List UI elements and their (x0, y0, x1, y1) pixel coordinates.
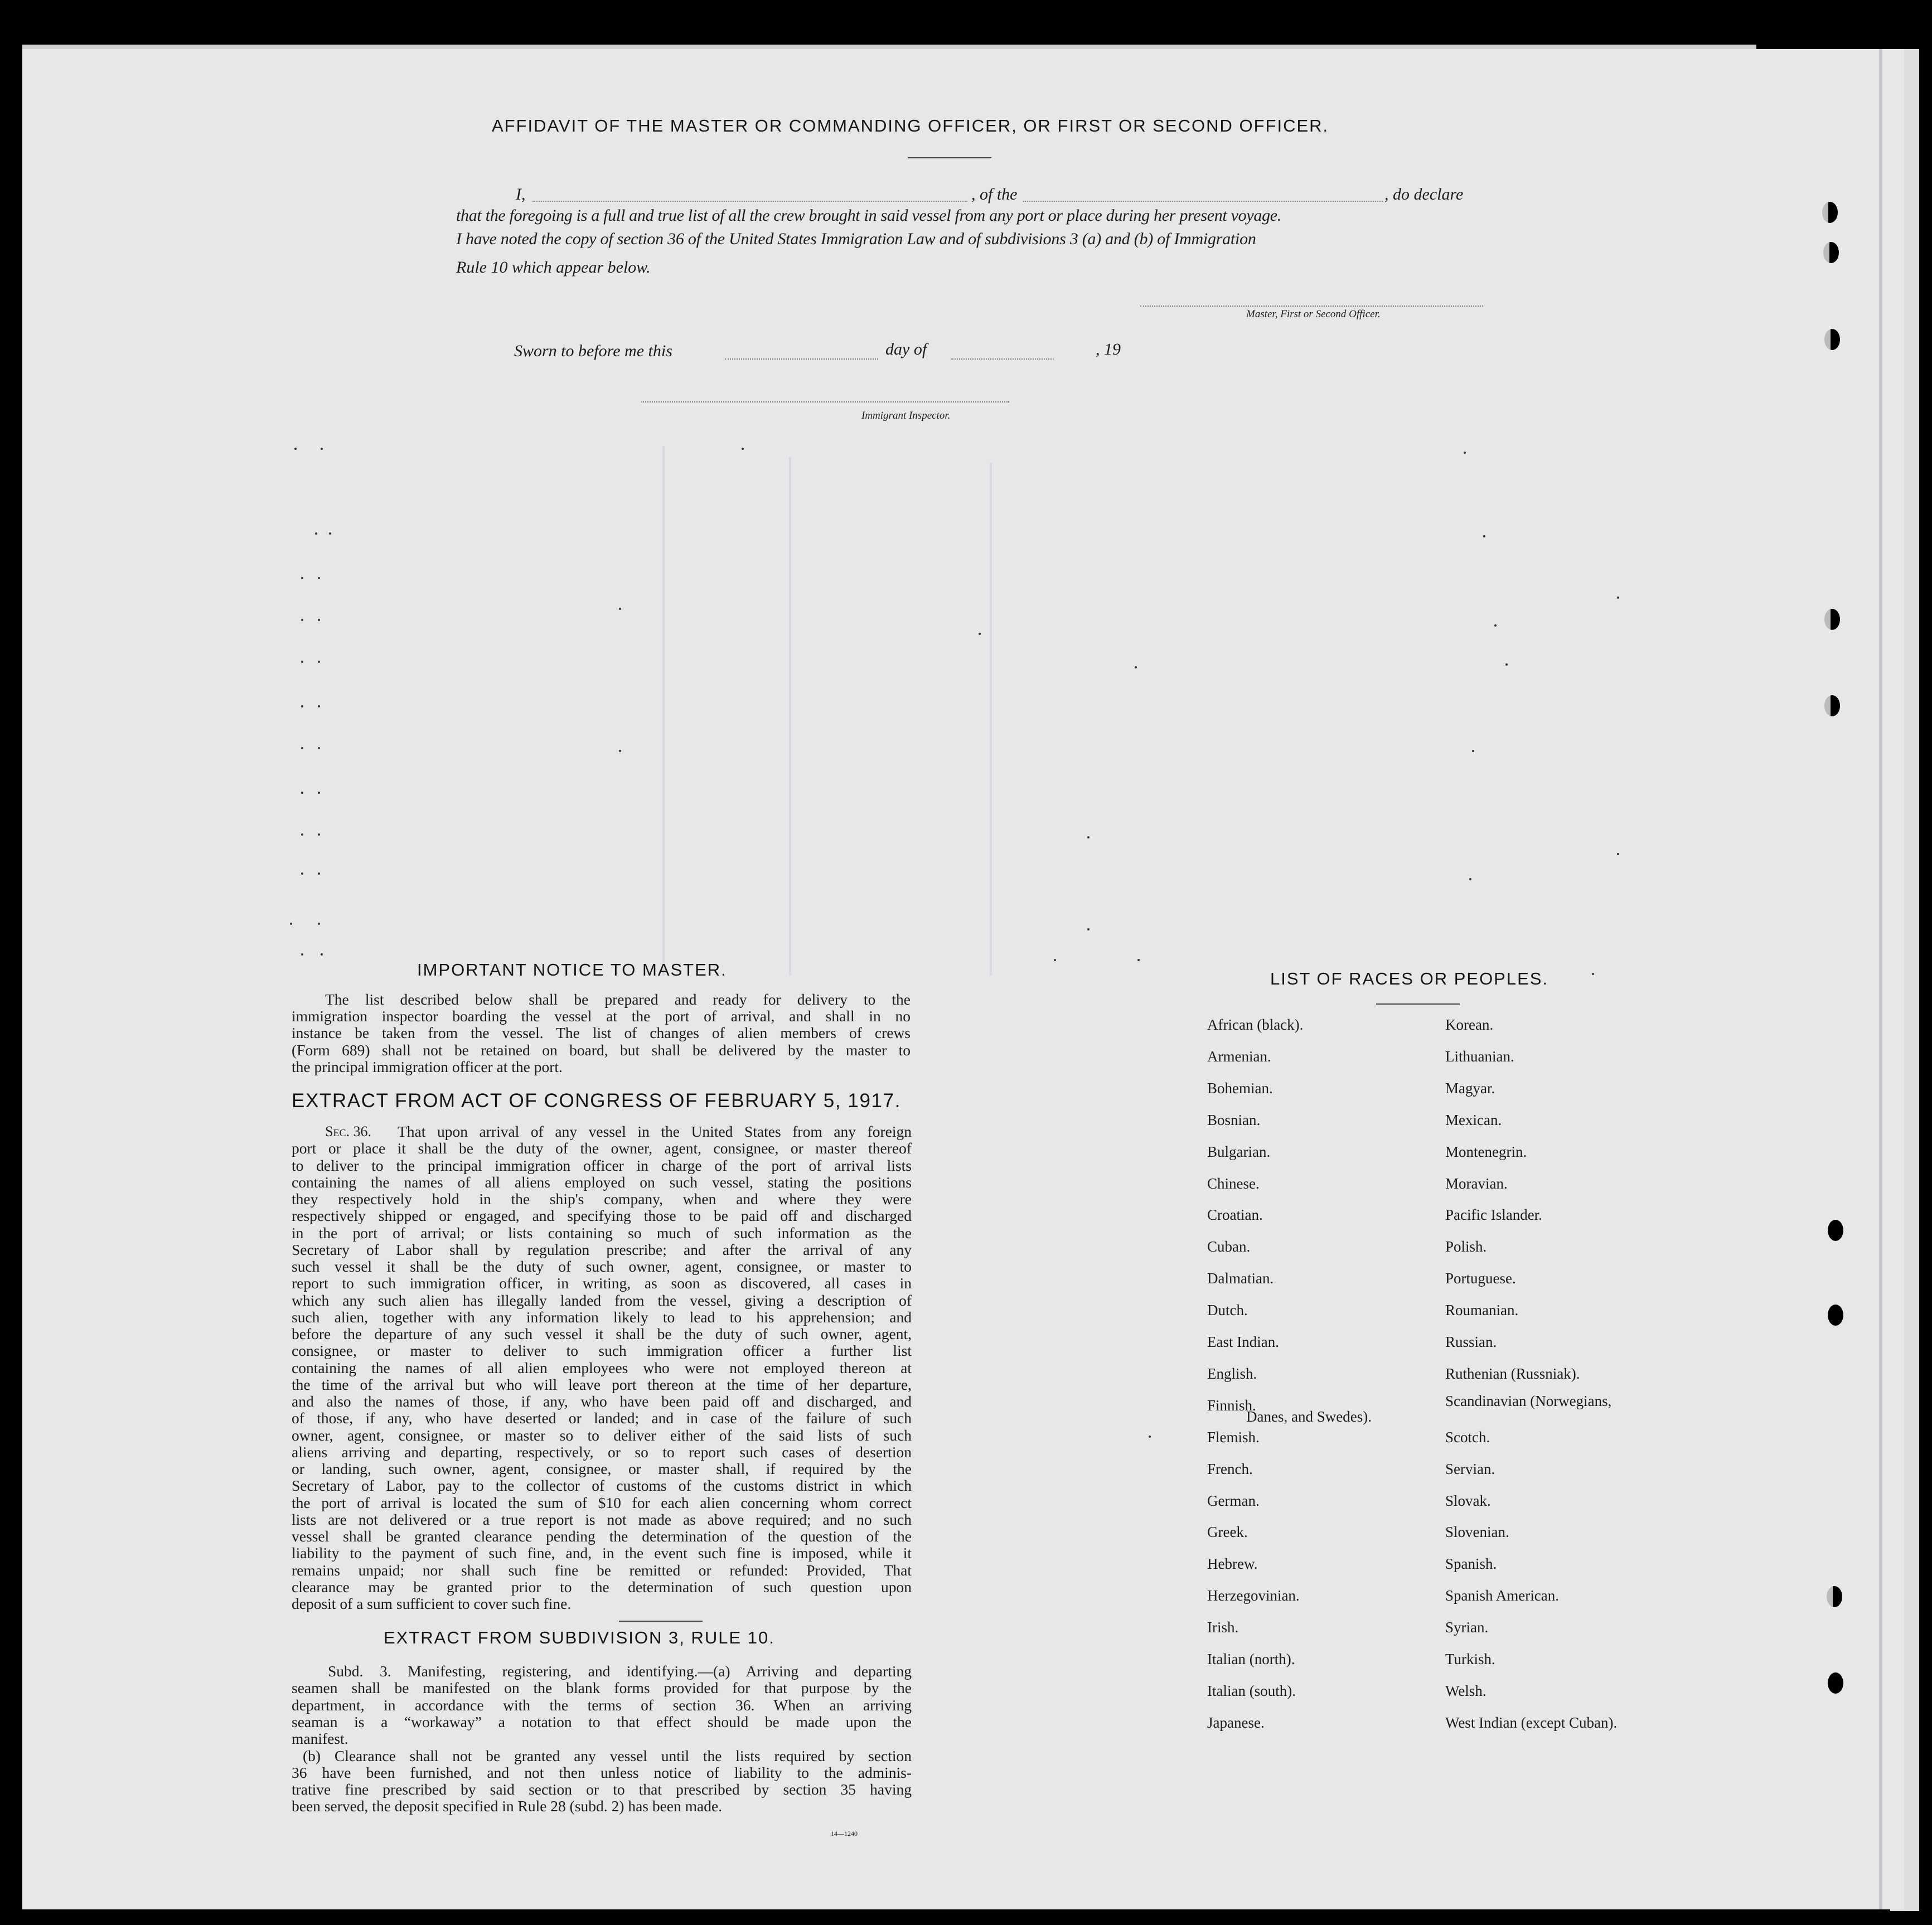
speck (1494, 624, 1497, 627)
act-section-label: Sec. 36. (325, 1123, 371, 1140)
speck (301, 619, 303, 621)
speck (318, 661, 320, 663)
speck (1483, 535, 1485, 537)
speck (318, 792, 320, 794)
races-title: LIST OF RACES OR PEOPLES. (1270, 969, 1549, 988)
act-lines-line: the port of arrival is located the sum of $10 for each alien concerning whom correct (292, 1494, 912, 1511)
affidavit-line-4: Rule 10 which appear below. (456, 258, 651, 277)
speck (318, 872, 320, 875)
officer-signature-line[interactable] (1140, 306, 1483, 307)
speck (1087, 928, 1090, 930)
race-item: Mexican. (1445, 1111, 1502, 1128)
speck (301, 833, 303, 836)
sworn-text-b: day of (885, 340, 927, 358)
speck (979, 633, 981, 635)
speck (1617, 597, 1619, 599)
race-item: Flemish. (1207, 1428, 1260, 1446)
race-item: Spanish American. (1445, 1587, 1559, 1604)
punch-hole-1 (1822, 202, 1838, 223)
rule-lines-line: Subd. 3. Manifesting, registering, and identifying.—(a) Arriving and departing (328, 1662, 912, 1680)
race-item: Bulgarian. (1207, 1143, 1271, 1160)
speck (1472, 750, 1474, 752)
notice-lines-line: instance be taken from the vessel. The list of changes of alien members of crews (292, 1024, 911, 1042)
race-item: Armenian. (1207, 1048, 1271, 1065)
act-lines-line: and also the names of those, if any, who have been paid off and discharged, and (292, 1393, 912, 1410)
race-item: Welsh. (1445, 1682, 1486, 1699)
race-item: Irish. (1207, 1619, 1239, 1636)
races-title-rule (1376, 1003, 1460, 1005)
race-item: French. (1207, 1460, 1253, 1477)
speck (315, 532, 317, 535)
form-number: 14—1240 (831, 1830, 858, 1837)
speck (301, 577, 303, 579)
race-item: Bohemian. (1207, 1079, 1273, 1097)
act-lines-line: report to such immigration officer, in writing, as soon as discovered, all cases in (292, 1274, 912, 1292)
act-lines-line: such vessel it shall be the duty of such owner, agent, consignee, or master to (292, 1258, 912, 1275)
act-lines-line: lists are not delivered or a true report is not made as above required; and no such (292, 1510, 912, 1528)
race-item: Danes, and Swedes). (1246, 1408, 1372, 1425)
speck (329, 532, 331, 535)
race-item: Slovenian. (1445, 1524, 1509, 1541)
speck (1469, 878, 1471, 880)
act-title: EXTRACT FROM ACT OF CONGRESS OF FEBRUARY 5, 1917. (292, 1090, 901, 1112)
rule-lines-line: been served, the deposit specified in Rule 28 (subd. 2) has been made. (292, 1797, 723, 1815)
inspector-signature-line[interactable] (641, 401, 1009, 403)
affidavit-line-2: that the foregoing is a full and true list of all the crew brought in said vessel from any port or place during her present voyage. (456, 206, 1281, 225)
rule-lines-line: seaman is a “workaway” a notation to that effect should be made upon the (292, 1713, 912, 1730)
race-item: Russian. (1445, 1334, 1497, 1350)
affidavit-title: AFFIDAVIT OF THE MASTER OR COMMANDING OFFICER, OR FIRST OR SECOND OFFICER. (492, 116, 1329, 135)
sworn-text-c: , 19 (1096, 340, 1121, 358)
punch-hole-8 (1827, 1586, 1842, 1607)
speck (619, 608, 621, 610)
punch-hole-9 (1828, 1672, 1843, 1694)
act-lines-line: in the port of arrival; or lists containing so much of such information as the (292, 1224, 912, 1242)
race-item: Italian (north). (1207, 1651, 1295, 1667)
sworn-day-blank[interactable] (725, 358, 878, 360)
speck (318, 833, 320, 836)
race-item: Polish. (1445, 1238, 1487, 1255)
act-lines-line: of those, if any, who have deserted or landed; and in case of the failure of such (292, 1409, 912, 1427)
master-name-blank[interactable] (532, 201, 967, 202)
speck (318, 577, 320, 579)
race-item: Croatian. (1207, 1206, 1263, 1224)
race-item: Montenegrin. (1445, 1143, 1527, 1160)
race-item: Syrian. (1445, 1619, 1489, 1636)
speck (1087, 836, 1090, 838)
race-item: Chinese. (1207, 1175, 1260, 1192)
rule-lines-line: 36 have been furnished, and not then unless notice of liability to the adminis- (292, 1763, 912, 1781)
notice-lines-line: (Form 689) shall not be retained on board, but shall be delivered by the master to (292, 1041, 911, 1059)
act-lines-line: Secretary of Labor, pay to the collector of customs of the customs district in which (292, 1477, 912, 1495)
race-item: West Indian (except Cuban). (1445, 1714, 1618, 1731)
race-item: Scotch. (1445, 1428, 1490, 1446)
act-lines-line: vessel shall be granted clearance pending the determination of the question of the (292, 1528, 912, 1545)
affidavit-line-3: I have noted the copy of section 36 of the United States Immigration Law and of subdivisions 3 (a) and (b) of Immigration (456, 230, 1256, 248)
act-lines-line: That upon arrival of any vessel in the United States from any foreign (398, 1123, 912, 1140)
race-item: Korean. (1445, 1016, 1494, 1033)
race-item: Moravian. (1445, 1175, 1508, 1192)
notice-lines-line: The list described below shall be prepared and ready for delivery to the (325, 991, 911, 1008)
act-lines-line: to deliver to the principal immigration officer in charge of the port of arrival lists (292, 1156, 912, 1174)
race-item: Scandinavian (Norwegians, (1445, 1392, 1612, 1409)
race-item: Hebrew. (1207, 1555, 1258, 1573)
speck (1135, 666, 1137, 668)
act-lines-line: or landing, such owner, agent, consignee, or master shall, if required by the (292, 1460, 912, 1477)
punch-hole-2 (1823, 242, 1839, 263)
race-item: English. (1207, 1365, 1257, 1382)
act-lines-line: aliens arriving and departing, respectively, or so to report such cases of desertion (292, 1443, 912, 1461)
speck (290, 923, 292, 925)
punch-hole-7 (1828, 1305, 1843, 1326)
speck (1149, 1436, 1151, 1438)
speck (318, 747, 320, 749)
race-item: Dalmatian. (1207, 1270, 1274, 1287)
speck (1592, 973, 1594, 975)
speck (619, 750, 621, 752)
ghost-rule-3 (990, 463, 992, 976)
race-item: Pacific Islander. (1445, 1206, 1542, 1224)
race-item: German. (1207, 1492, 1260, 1509)
speck (1617, 853, 1619, 855)
sworn-month-blank[interactable] (951, 358, 1054, 360)
act-lines-line: containing the names of all alien employees who were not employed thereon at (292, 1359, 912, 1376)
race-item: Italian (south). (1207, 1682, 1296, 1699)
race-item: Roumanian. (1445, 1302, 1519, 1319)
speck (1054, 959, 1056, 961)
act-lines-line: port or place it shall be the duty of the owner, agent, consignee, or master thereof (292, 1140, 912, 1157)
speck (294, 448, 297, 450)
race-item: Portuguese. (1445, 1270, 1516, 1287)
affidavit-title-rule (908, 157, 991, 158)
speck (301, 872, 303, 875)
speck (1137, 959, 1140, 961)
page-fold (1879, 49, 1882, 1909)
speck (301, 747, 303, 749)
act-lines-line: Secretary of Labor shall by regulation prescribe; and after the arrival of any (292, 1240, 912, 1258)
race-item: Herzegovinian. (1207, 1587, 1300, 1604)
speck (301, 705, 303, 707)
act-lines-line: consignee, or master to deliver to such immigration officer a further list (292, 1342, 912, 1360)
speck (318, 923, 320, 925)
act-lines-line: they respectively hold in the ship's company, when and where they were (292, 1190, 912, 1208)
act-lines-line: clearance may be granted prior to the determination of such question upon (292, 1578, 912, 1596)
inspector-caption: Immigrant Inspector. (861, 410, 951, 421)
document-page (22, 49, 1904, 1909)
speck (318, 705, 320, 707)
punch-hole-3 (1824, 329, 1840, 350)
act-lines-line: owner, agent, consignee, or master so to deliver either of the said lists of such (292, 1426, 912, 1444)
race-item: Lithuanian. (1445, 1048, 1514, 1065)
signature-caption: Master, First or Second Officer. (1246, 308, 1381, 320)
affidavit-line-1b: , of the (971, 185, 1018, 203)
speck (1464, 452, 1466, 454)
act-lines-line: deposit of a sum sufficient to cover such fine. (292, 1595, 572, 1612)
rule-lines-line: manifest. (292, 1730, 348, 1748)
race-item: Bosnian. (1207, 1111, 1261, 1128)
race-item: Slovak. (1445, 1492, 1491, 1509)
speck (301, 953, 303, 956)
sworn-text-a: Sworn to before me this (514, 342, 672, 360)
ghost-rule-1 (662, 446, 665, 976)
speck (742, 448, 744, 450)
notice-lines-line: the principal immigration officer at the port. (292, 1058, 563, 1075)
race-item: Cuban. (1207, 1238, 1251, 1255)
affidavit-line-1c: , do declare (1384, 185, 1464, 203)
race-item: Turkish. (1445, 1651, 1495, 1667)
act-lines-line: containing the names of all aliens employed on such vessel, stating the positions (292, 1173, 912, 1191)
race-item: Spanish. (1445, 1555, 1497, 1573)
act-lines-line: which any such alien has illegally landed from the vessel, giving a description of (292, 1291, 912, 1309)
rule-title: EXTRACT FROM SUBDIVISION 3, RULE 10. (384, 1628, 775, 1647)
rule-lines-line: seamen shall be manifested on the blank forms provided for that purpose by the (292, 1679, 912, 1697)
act-lines-line: respectively shipped or engaged, and specifying those to be paid off and discharged (292, 1207, 912, 1225)
punch-hole-6 (1828, 1220, 1843, 1241)
speck (321, 448, 323, 450)
act-lines-line: before the departure of any such vessel it shall be the duty of such owner, agent, (292, 1325, 912, 1342)
race-item: Japanese. (1207, 1714, 1265, 1731)
punch-hole-5 (1824, 695, 1840, 716)
speck (301, 661, 303, 663)
notice-lines-line: immigration inspector boarding the vessel at the port of arrival, and shall in no (292, 1007, 911, 1025)
race-item: Greek. (1207, 1524, 1248, 1541)
act-lines-line: the time of the arrival but who will leave port thereon at the time of her departure, (292, 1375, 912, 1393)
vessel-name-blank[interactable] (1023, 201, 1383, 202)
ghost-rule-2 (789, 457, 791, 976)
affidavit-line-1a: I, (516, 185, 526, 203)
speck (1505, 663, 1508, 666)
race-item: African (black). (1207, 1016, 1304, 1033)
act-lines-line: such alien, together with any information likely to lead to his apprehension; and (292, 1308, 912, 1326)
rule-lines-line: trative fine prescribed by said section or to that prescribed by section 35 having (292, 1781, 912, 1798)
race-item: Dutch. (1207, 1302, 1248, 1319)
act-lines-line: liability to the payment of such fine, and, in the event such fine is imposed, while it (292, 1544, 912, 1562)
rule-lines-line: department, in accordance with the terms of section 36. When an arriving (292, 1696, 912, 1714)
rule-lines-line: (b) Clearance shall not be granted any vessel until the lists required by section (303, 1747, 912, 1764)
notice-title: IMPORTANT NOTICE TO MASTER. (417, 960, 727, 980)
race-item: Ruthenian (Russniak). (1445, 1365, 1580, 1382)
race-item: Finnish. (1207, 1397, 1256, 1414)
speck (321, 953, 323, 956)
act-end-rule (619, 1621, 703, 1622)
act-lines-line: remains unpaid; nor shall such fine be remitted or refunded: Provided, That (292, 1561, 912, 1579)
speck (318, 619, 320, 621)
speck (301, 792, 303, 794)
race-item: Magyar. (1445, 1079, 1495, 1097)
race-item: East Indian. (1207, 1334, 1279, 1350)
race-item: Servian. (1445, 1460, 1495, 1477)
punch-hole-4 (1824, 609, 1840, 630)
